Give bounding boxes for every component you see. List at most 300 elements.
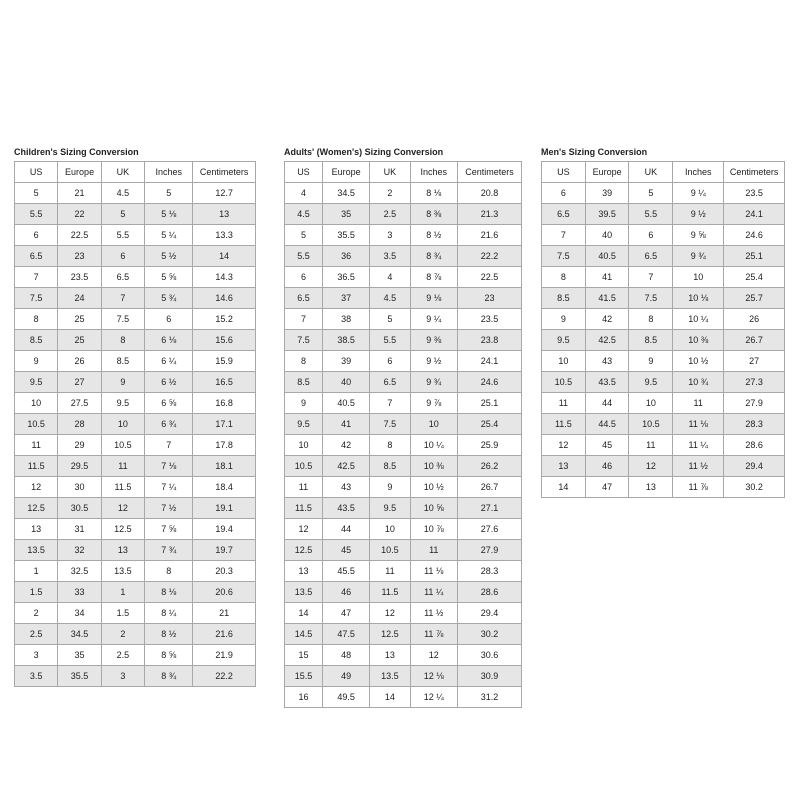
table-cell: 49 bbox=[322, 666, 369, 687]
table-cell: 10 ¼ bbox=[673, 309, 724, 330]
column-header: UK bbox=[370, 162, 410, 183]
table-cell: 27 bbox=[58, 372, 101, 393]
table-row bbox=[542, 435, 785, 456]
table-cell: 10 bbox=[542, 351, 586, 372]
table-cell: 47 bbox=[585, 477, 629, 498]
table-cell: 8 ¼ bbox=[145, 603, 193, 624]
table-cell: 14 bbox=[285, 603, 323, 624]
table-cell: 9 ⅝ bbox=[673, 225, 724, 246]
table-cell: 9.5 bbox=[101, 393, 144, 414]
table-cell: 13.5 bbox=[15, 540, 58, 561]
table-cell: 11.5 bbox=[542, 414, 586, 435]
table-cell: 1.5 bbox=[101, 603, 144, 624]
table-cell: 29.5 bbox=[58, 456, 101, 477]
table-cell: 26 bbox=[58, 351, 101, 372]
table-cell: 39.5 bbox=[585, 204, 629, 225]
table-cell: 22.5 bbox=[58, 225, 101, 246]
table-cell: 5 ¼ bbox=[145, 225, 193, 246]
table-row bbox=[15, 246, 256, 267]
table-cell: 13 bbox=[542, 456, 586, 477]
table-cell: 10 ½ bbox=[673, 351, 724, 372]
table-cell: 9 ⅛ bbox=[410, 288, 457, 309]
table-cell: 7 bbox=[101, 288, 144, 309]
table-cell: 12 bbox=[629, 456, 673, 477]
table-cell: 12 bbox=[285, 519, 323, 540]
table-cell: 42.5 bbox=[322, 456, 369, 477]
table-cell: 41 bbox=[585, 267, 629, 288]
table-cell: 8 bbox=[629, 309, 673, 330]
table-cell: 45 bbox=[585, 435, 629, 456]
table-row bbox=[15, 603, 256, 624]
table-cell: 10 ½ bbox=[410, 477, 457, 498]
table-cell: 11 bbox=[410, 540, 457, 561]
table-cell: 30.6 bbox=[457, 645, 521, 666]
table-row bbox=[15, 183, 256, 204]
table-cell: 10 ¾ bbox=[673, 372, 724, 393]
table-cell: 26.2 bbox=[457, 456, 521, 477]
table-cell: 8 bbox=[145, 561, 193, 582]
table-cell: 30.2 bbox=[457, 624, 521, 645]
womens-sizing-table bbox=[284, 161, 522, 708]
table-cell: 8 bbox=[15, 309, 58, 330]
table-cell: 6 bbox=[285, 267, 323, 288]
table-cell: 44 bbox=[322, 519, 369, 540]
table-row bbox=[285, 414, 522, 435]
table-cell: 11 ¼ bbox=[410, 582, 457, 603]
table-row bbox=[542, 267, 785, 288]
table-cell: 31 bbox=[58, 519, 101, 540]
table-row bbox=[285, 225, 522, 246]
table-cell: 12 bbox=[542, 435, 586, 456]
table-cell: 3 bbox=[370, 225, 410, 246]
table-cell: 43 bbox=[585, 351, 629, 372]
table-cell: 26.7 bbox=[457, 477, 521, 498]
table-row bbox=[15, 456, 256, 477]
column-header: Inches bbox=[673, 162, 724, 183]
table-cell: 15.6 bbox=[193, 330, 256, 351]
table-cell: 11.5 bbox=[101, 477, 144, 498]
table-cell: 5 bbox=[101, 204, 144, 225]
table-row bbox=[15, 330, 256, 351]
table-cell: 2.5 bbox=[15, 624, 58, 645]
table-cell: 40.5 bbox=[322, 393, 369, 414]
table-cell: 25.1 bbox=[724, 246, 785, 267]
table-row bbox=[15, 309, 256, 330]
table-cell: 10 bbox=[285, 435, 323, 456]
table-cell: 6 bbox=[629, 225, 673, 246]
table-row bbox=[15, 666, 256, 687]
table-row bbox=[285, 519, 522, 540]
table-cell: 25.9 bbox=[457, 435, 521, 456]
table-cell: 5.5 bbox=[629, 204, 673, 225]
table-cell: 12.7 bbox=[193, 183, 256, 204]
table-cell: 9.5 bbox=[285, 414, 323, 435]
table-row bbox=[542, 246, 785, 267]
table-cell: 1.5 bbox=[15, 582, 58, 603]
table-cell: 40.5 bbox=[585, 246, 629, 267]
table-cell: 7 bbox=[542, 225, 586, 246]
table-cell: 8.5 bbox=[542, 288, 586, 309]
table-cell: 10 bbox=[15, 393, 58, 414]
table-cell: 45.5 bbox=[322, 561, 369, 582]
table-cell: 8 ⅛ bbox=[145, 582, 193, 603]
section-title: Men's Sizing Conversion bbox=[541, 147, 648, 157]
table-cell: 13.5 bbox=[285, 582, 323, 603]
table-cell: 26 bbox=[724, 309, 785, 330]
table-cell: 13 bbox=[101, 540, 144, 561]
table-cell: 9 bbox=[629, 351, 673, 372]
table-cell: 33 bbox=[58, 582, 101, 603]
table-cell: 30.9 bbox=[457, 666, 521, 687]
table-cell: 11 ⅞ bbox=[673, 477, 724, 498]
table-cell: 8.5 bbox=[285, 372, 323, 393]
table-cell: 8.5 bbox=[15, 330, 58, 351]
table-cell: 6.5 bbox=[101, 267, 144, 288]
table-row bbox=[542, 414, 785, 435]
table-row bbox=[285, 288, 522, 309]
table-cell: 30.2 bbox=[724, 477, 785, 498]
table-cell: 2.5 bbox=[101, 645, 144, 666]
table-cell: 14 bbox=[370, 687, 410, 708]
table-cell: 27.9 bbox=[457, 540, 521, 561]
header-row bbox=[15, 162, 256, 183]
table-row bbox=[15, 351, 256, 372]
table-cell: 38 bbox=[322, 309, 369, 330]
table-body bbox=[285, 183, 522, 708]
table-cell: 13.5 bbox=[101, 561, 144, 582]
table-cell: 10.5 bbox=[15, 414, 58, 435]
table-cell: 41 bbox=[322, 414, 369, 435]
table-row bbox=[285, 435, 522, 456]
table-cell: 27.1 bbox=[457, 498, 521, 519]
table-row bbox=[285, 309, 522, 330]
table-cell: 10 ⅞ bbox=[410, 519, 457, 540]
table-cell: 14 bbox=[193, 246, 256, 267]
table-row bbox=[285, 498, 522, 519]
table-cell: 21.3 bbox=[457, 204, 521, 225]
table-cell: 5 bbox=[629, 183, 673, 204]
table-cell: 5 ⅛ bbox=[145, 204, 193, 225]
table-row bbox=[15, 393, 256, 414]
table-cell: 11 ⅞ bbox=[410, 624, 457, 645]
column-header: US bbox=[285, 162, 323, 183]
table-row bbox=[15, 372, 256, 393]
column-header: Inches bbox=[410, 162, 457, 183]
table-cell: 6 bbox=[101, 246, 144, 267]
table-cell: 13 bbox=[629, 477, 673, 498]
table-row bbox=[15, 582, 256, 603]
table-row bbox=[542, 183, 785, 204]
table-cell: 10.5 bbox=[101, 435, 144, 456]
table-row bbox=[542, 225, 785, 246]
table-cell: 9 ¼ bbox=[410, 309, 457, 330]
table-cell: 9 ½ bbox=[410, 351, 457, 372]
table-cell: 6.5 bbox=[15, 246, 58, 267]
table-row bbox=[15, 624, 256, 645]
table-cell: 13.3 bbox=[193, 225, 256, 246]
table-cell: 10.5 bbox=[629, 414, 673, 435]
table-cell: 6 ¾ bbox=[145, 414, 193, 435]
table-cell: 12 ¼ bbox=[410, 687, 457, 708]
table-row bbox=[542, 351, 785, 372]
header-row bbox=[542, 162, 785, 183]
table-cell: 25.4 bbox=[457, 414, 521, 435]
table-row bbox=[542, 309, 785, 330]
table-cell: 24.6 bbox=[457, 372, 521, 393]
table-cell: 8 ⅜ bbox=[410, 204, 457, 225]
table-cell: 11 bbox=[629, 435, 673, 456]
table-cell: 22.5 bbox=[457, 267, 521, 288]
table-cell: 12 bbox=[15, 477, 58, 498]
table-cell: 11 ½ bbox=[410, 603, 457, 624]
table-cell: 7.5 bbox=[542, 246, 586, 267]
table-cell: 39 bbox=[322, 351, 369, 372]
table-cell: 13 bbox=[370, 645, 410, 666]
table-row bbox=[285, 246, 522, 267]
table-cell: 8 ¾ bbox=[145, 666, 193, 687]
table-cell: 25 bbox=[58, 309, 101, 330]
table-cell: 34.5 bbox=[322, 183, 369, 204]
table-cell: 7 ¾ bbox=[145, 540, 193, 561]
table-cell: 10 bbox=[410, 414, 457, 435]
table-cell: 22.2 bbox=[193, 666, 256, 687]
table-cell: 5.5 bbox=[370, 330, 410, 351]
table-cell: 7 ½ bbox=[145, 498, 193, 519]
table-cell: 14.5 bbox=[285, 624, 323, 645]
table-cell: 11 ¼ bbox=[673, 435, 724, 456]
table-cell: 28.3 bbox=[724, 414, 785, 435]
table-cell: 27.3 bbox=[724, 372, 785, 393]
table-cell: 8 bbox=[101, 330, 144, 351]
table-row bbox=[285, 393, 522, 414]
table-cell: 23.5 bbox=[457, 309, 521, 330]
table-cell: 6 bbox=[15, 225, 58, 246]
table-cell: 5 bbox=[285, 225, 323, 246]
table-row bbox=[285, 183, 522, 204]
table-cell: 8 ⅝ bbox=[145, 645, 193, 666]
table-cell: 9 ⅞ bbox=[410, 393, 457, 414]
table-cell: 18.1 bbox=[193, 456, 256, 477]
column-header: Europe bbox=[58, 162, 101, 183]
table-cell: 7.5 bbox=[15, 288, 58, 309]
table-cell: 21 bbox=[58, 183, 101, 204]
table-cell: 14.6 bbox=[193, 288, 256, 309]
column-header: Centimeters bbox=[193, 162, 256, 183]
table-cell: 8 ⅞ bbox=[410, 267, 457, 288]
table-cell: 35 bbox=[58, 645, 101, 666]
table-row bbox=[285, 351, 522, 372]
table-cell: 11 ⅛ bbox=[410, 561, 457, 582]
table-cell: 32.5 bbox=[58, 561, 101, 582]
table-cell: 42.5 bbox=[585, 330, 629, 351]
table-cell: 10 bbox=[629, 393, 673, 414]
table-cell: 7 bbox=[145, 435, 193, 456]
table-row bbox=[15, 519, 256, 540]
table-row bbox=[542, 330, 785, 351]
table-cell: 19.7 bbox=[193, 540, 256, 561]
table-cell: 6 bbox=[145, 309, 193, 330]
table-cell: 23 bbox=[58, 246, 101, 267]
table-cell: 10 bbox=[370, 519, 410, 540]
table-cell: 24.1 bbox=[457, 351, 521, 372]
table-header bbox=[542, 162, 785, 183]
childrens-sizing-table bbox=[14, 161, 256, 687]
table-cell: 12.5 bbox=[15, 498, 58, 519]
table-row bbox=[15, 225, 256, 246]
table-cell: 34.5 bbox=[58, 624, 101, 645]
table-cell: 21.6 bbox=[193, 624, 256, 645]
mens-sizing-table bbox=[541, 161, 785, 498]
table-row bbox=[542, 456, 785, 477]
mens-sizing-section bbox=[541, 147, 785, 498]
table-cell: 9 ¾ bbox=[673, 246, 724, 267]
table-row bbox=[285, 645, 522, 666]
table-cell: 9 ½ bbox=[673, 204, 724, 225]
table-row bbox=[542, 477, 785, 498]
table-cell: 23.5 bbox=[724, 183, 785, 204]
table-body bbox=[15, 183, 256, 687]
table-row bbox=[285, 204, 522, 225]
table-cell: 22 bbox=[58, 204, 101, 225]
header-row bbox=[285, 162, 522, 183]
table-cell: 12.5 bbox=[285, 540, 323, 561]
table-cell: 7.5 bbox=[629, 288, 673, 309]
table-cell: 8 ½ bbox=[410, 225, 457, 246]
table-header bbox=[15, 162, 256, 183]
table-cell: 9 bbox=[542, 309, 586, 330]
column-header: UK bbox=[101, 162, 144, 183]
table-cell: 6.5 bbox=[370, 372, 410, 393]
table-cell: 11 bbox=[15, 435, 58, 456]
table-cell: 45 bbox=[322, 540, 369, 561]
table-cell: 13 bbox=[15, 519, 58, 540]
table-cell: 11 bbox=[673, 393, 724, 414]
table-cell: 47 bbox=[322, 603, 369, 624]
table-cell: 11 bbox=[285, 477, 323, 498]
table-cell: 38.5 bbox=[322, 330, 369, 351]
table-cell: 6.5 bbox=[542, 204, 586, 225]
table-cell: 27.6 bbox=[457, 519, 521, 540]
table-cell: 6 bbox=[370, 351, 410, 372]
table-cell: 13 bbox=[285, 561, 323, 582]
table-cell: 6 ½ bbox=[145, 372, 193, 393]
table-row bbox=[285, 624, 522, 645]
table-cell: 16.8 bbox=[193, 393, 256, 414]
table-cell: 7 ⅛ bbox=[145, 456, 193, 477]
table-cell: 25 bbox=[58, 330, 101, 351]
table-cell: 30 bbox=[58, 477, 101, 498]
table-cell: 2 bbox=[101, 624, 144, 645]
table-cell: 11 ⅛ bbox=[673, 414, 724, 435]
table-cell: 8 ½ bbox=[145, 624, 193, 645]
table-cell: 10 ¼ bbox=[410, 435, 457, 456]
table-row bbox=[15, 435, 256, 456]
table-cell: 36 bbox=[322, 246, 369, 267]
table-cell: 11.5 bbox=[15, 456, 58, 477]
table-cell: 10.5 bbox=[370, 540, 410, 561]
table-cell: 27.5 bbox=[58, 393, 101, 414]
table-cell: 40 bbox=[585, 225, 629, 246]
table-cell: 10.5 bbox=[542, 372, 586, 393]
table-cell: 21.6 bbox=[457, 225, 521, 246]
table-cell: 35 bbox=[322, 204, 369, 225]
table-cell: 12 bbox=[410, 645, 457, 666]
table-cell: 5 bbox=[370, 309, 410, 330]
table-cell: 43.5 bbox=[322, 498, 369, 519]
table-row bbox=[285, 582, 522, 603]
table-cell: 18.4 bbox=[193, 477, 256, 498]
column-header: Inches bbox=[145, 162, 193, 183]
table-cell: 19.1 bbox=[193, 498, 256, 519]
table-row bbox=[15, 540, 256, 561]
table-cell: 9 bbox=[15, 351, 58, 372]
table-cell: 41.5 bbox=[585, 288, 629, 309]
table-cell: 5 bbox=[145, 183, 193, 204]
table-cell: 28.6 bbox=[724, 435, 785, 456]
table-row bbox=[542, 288, 785, 309]
table-cell: 30.5 bbox=[58, 498, 101, 519]
table-cell: 43 bbox=[322, 477, 369, 498]
table-cell: 7 bbox=[15, 267, 58, 288]
table-cell: 25.1 bbox=[457, 393, 521, 414]
table-row bbox=[15, 267, 256, 288]
table-cell: 15 bbox=[285, 645, 323, 666]
table-cell: 37 bbox=[322, 288, 369, 309]
table-cell: 2 bbox=[370, 183, 410, 204]
column-header: Centimeters bbox=[724, 162, 785, 183]
table-cell: 8 ⅛ bbox=[410, 183, 457, 204]
table-cell: 11 bbox=[370, 561, 410, 582]
table-cell: 12 bbox=[101, 498, 144, 519]
table-cell: 9.5 bbox=[370, 498, 410, 519]
table-cell: 10.5 bbox=[285, 456, 323, 477]
table-cell: 2 bbox=[15, 603, 58, 624]
table-cell: 49.5 bbox=[322, 687, 369, 708]
table-cell: 8.5 bbox=[101, 351, 144, 372]
table-cell: 15.5 bbox=[285, 666, 323, 687]
table-cell: 3.5 bbox=[370, 246, 410, 267]
table-cell: 3.5 bbox=[15, 666, 58, 687]
table-row bbox=[15, 498, 256, 519]
table-cell: 6 ¼ bbox=[145, 351, 193, 372]
table-cell: 23.5 bbox=[58, 267, 101, 288]
table-cell: 7.5 bbox=[370, 414, 410, 435]
table-row bbox=[285, 477, 522, 498]
table-cell: 9 ⅜ bbox=[410, 330, 457, 351]
table-cell: 3 bbox=[101, 666, 144, 687]
table-cell: 16.5 bbox=[193, 372, 256, 393]
table-cell: 7.5 bbox=[285, 330, 323, 351]
column-header: US bbox=[15, 162, 58, 183]
table-cell: 28 bbox=[58, 414, 101, 435]
table-cell: 5 ½ bbox=[145, 246, 193, 267]
table-cell: 5 bbox=[15, 183, 58, 204]
table-cell: 29.4 bbox=[724, 456, 785, 477]
table-cell: 28.3 bbox=[457, 561, 521, 582]
table-cell: 13 bbox=[193, 204, 256, 225]
table-header bbox=[285, 162, 522, 183]
table-cell: 29.4 bbox=[457, 603, 521, 624]
table-cell: 9 ¼ bbox=[673, 183, 724, 204]
table-cell: 25.4 bbox=[724, 267, 785, 288]
table-cell: 24 bbox=[58, 288, 101, 309]
table-cell: 14.3 bbox=[193, 267, 256, 288]
table-cell: 14 bbox=[542, 477, 586, 498]
table-cell: 6 bbox=[542, 183, 586, 204]
table-row bbox=[285, 540, 522, 561]
table-row bbox=[285, 561, 522, 582]
table-cell: 1 bbox=[101, 582, 144, 603]
